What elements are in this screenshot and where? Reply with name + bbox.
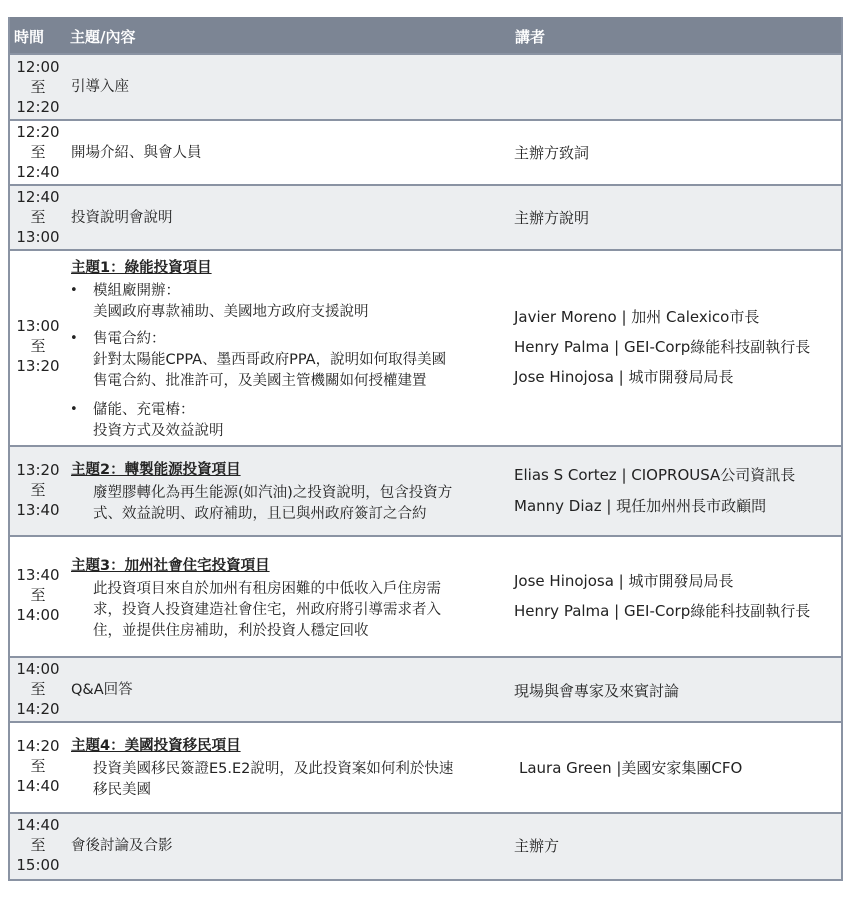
topic-description: 移民美國: [93, 782, 151, 798]
table-row: [10, 249, 841, 445]
topic-text: 投資說明會說明: [71, 210, 173, 226]
bullet-dot: •: [70, 283, 78, 298]
topic-description: 此投資項目來自於加州有租房困難的中低收入戶住房需: [93, 581, 441, 597]
topic-text: Q&A回答: [71, 682, 133, 698]
bullet-text: 投資方式及效益說明: [93, 423, 224, 439]
bullet-dot: •: [70, 331, 78, 346]
topic-description: 式、效益說明、政府補助，且已與州政府簽訂之合約: [93, 506, 427, 522]
speaker-text: Jose Hinojosa | 城市開發局局長: [514, 368, 734, 386]
topic-title: 主題1：綠能投資項目: [71, 260, 212, 276]
speaker-text: Henry Palma | GEI-Corp綠能科技副執行長: [514, 602, 811, 620]
table-row: [10, 721, 841, 812]
table-row: [10, 445, 841, 535]
table-header: [10, 17, 841, 53]
time-range: 14:00 至 14:20: [16, 660, 60, 718]
time-range: 13:00 至 13:20: [16, 317, 60, 375]
topic-description: 住，並提供住房補助，利於投資人穩定回收: [93, 623, 369, 639]
topic-title: 主題2：轉製能源投資項目: [71, 462, 241, 478]
speaker-text: Manny Diaz | 現任加州州長市政顧問: [514, 497, 767, 515]
bullet-heading: 售電合約：: [93, 331, 166, 347]
table-row: [10, 53, 841, 119]
speaker-text: 主辦方說明: [514, 209, 590, 227]
topic-title: 主題3：加州社會住宅投資項目: [71, 558, 270, 574]
speaker-text: Elias S Cortez | CIOPROUSA公司資訊長: [514, 466, 796, 484]
time-range: 13:40 至 14:00: [16, 566, 60, 624]
header-speaker: 講者: [515, 28, 546, 46]
speaker-text: Laura Green |美國安家集團CFO: [519, 759, 743, 777]
bullet-heading: 模組廠開辦：: [93, 283, 180, 299]
agenda-table: [8, 17, 843, 881]
speaker-text: Javier Moreno | 加州 Calexico市長: [514, 308, 760, 326]
speaker-text: Henry Palma | GEI-Corp綠能科技副執行長: [514, 338, 811, 356]
header-time: 時間: [14, 28, 45, 46]
speaker-text: 主辦方: [514, 837, 560, 855]
topic-description: 求，投資人投資建造社會住宅，州政府將引導需求者入: [93, 602, 441, 618]
speaker-text: 主辦方致詞: [514, 144, 590, 162]
header-topic: 主題/內容: [70, 28, 136, 46]
topic-text: 會後討論及合影: [71, 838, 173, 854]
speaker-text: Jose Hinojosa | 城市開發局局長: [514, 572, 734, 590]
speaker-text: 現場與會專家及來賓討論: [514, 682, 680, 700]
table-row: [10, 535, 841, 656]
time-range: 12:20 至 12:40: [16, 123, 60, 181]
bullet-text: 美國政府專款補助、美國地方政府支援說明: [93, 304, 369, 320]
bullet-text: 針對太陽能CPPA、墨西哥政府PPA，說明如何取得美國: [93, 352, 447, 368]
topic-text: 引導入座: [71, 79, 129, 95]
table-row: [10, 119, 841, 184]
time-range: 12:40 至 13:00: [16, 188, 60, 246]
topic-text: 開場介紹、與會人員: [71, 145, 202, 161]
topic-description: 投資美國移民簽證E5.E2說明，及此投資案如何利於快速: [93, 761, 454, 777]
topic-description: 廢塑膠轉化為再生能源(如汽油)之投資說明，包含投資方: [93, 485, 453, 501]
time-range: 13:20 至 13:40: [16, 461, 60, 519]
table-row: [10, 656, 841, 721]
time-range: 12:00 至 12:20: [16, 58, 60, 116]
table-row: [10, 184, 841, 249]
table-row: [10, 812, 841, 879]
bullet-dot: •: [70, 402, 78, 417]
time-range: 14:40 至 15:00: [16, 816, 60, 874]
time-range: 14:20 至 14:40: [16, 737, 60, 795]
topic-title: 主題4：美國投資移民項目: [71, 738, 241, 754]
bullet-text: 售電合約、批准許可，及美國主管機關如何授權建置: [93, 373, 427, 389]
bullet-heading: 儲能、充電樁：: [93, 402, 195, 418]
